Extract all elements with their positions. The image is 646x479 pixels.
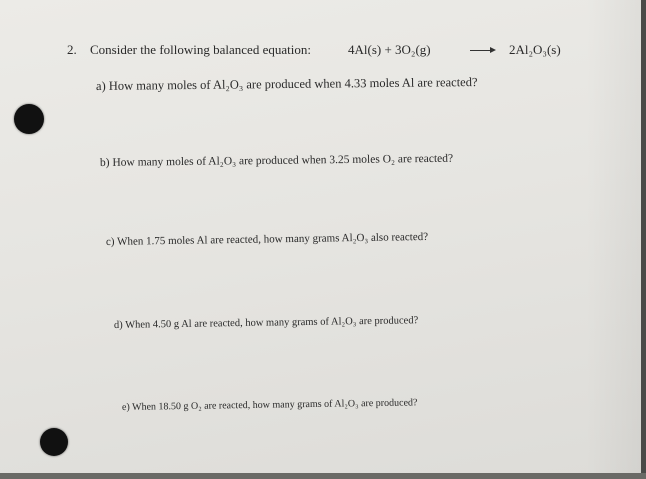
question-number: 2.: [67, 42, 77, 57]
reaction-arrow-icon: [470, 50, 494, 51]
part-a-question: a) How many moles of Al₂O₃ are produced when 4.33 moles Al are reacted?: [95, 75, 478, 93]
part-c-question: c) When 1.75 moles Al are reacted, how many grams Al₂O₃ also reacted?: [105, 230, 429, 248]
page-shadow: [586, 0, 646, 479]
part-d-question: d) When 4.50 g Al are reacted, how many grams of Al₂O₃ are produced?: [113, 315, 419, 331]
equation-products: 2Al₂O₃(s): [509, 42, 561, 57]
part-e-question: e) When 18.50 g O₂ are reacted, how many grams of Al₂O₃ are produced?: [121, 397, 418, 413]
equation-reactants: 4Al(s) + 3O₂(g): [348, 42, 431, 57]
part-b-question: b) How many moles of Al₂O₃ are produced when 3.25 moles O₂ are reacted?: [99, 152, 454, 169]
punched-hole-icon: [40, 428, 68, 456]
question-prompt: Consider the following balanced equation:: [90, 42, 311, 57]
punched-hole-icon: [14, 104, 44, 134]
page-edge-right: [641, 0, 646, 479]
page-edge-bottom: [0, 473, 646, 479]
